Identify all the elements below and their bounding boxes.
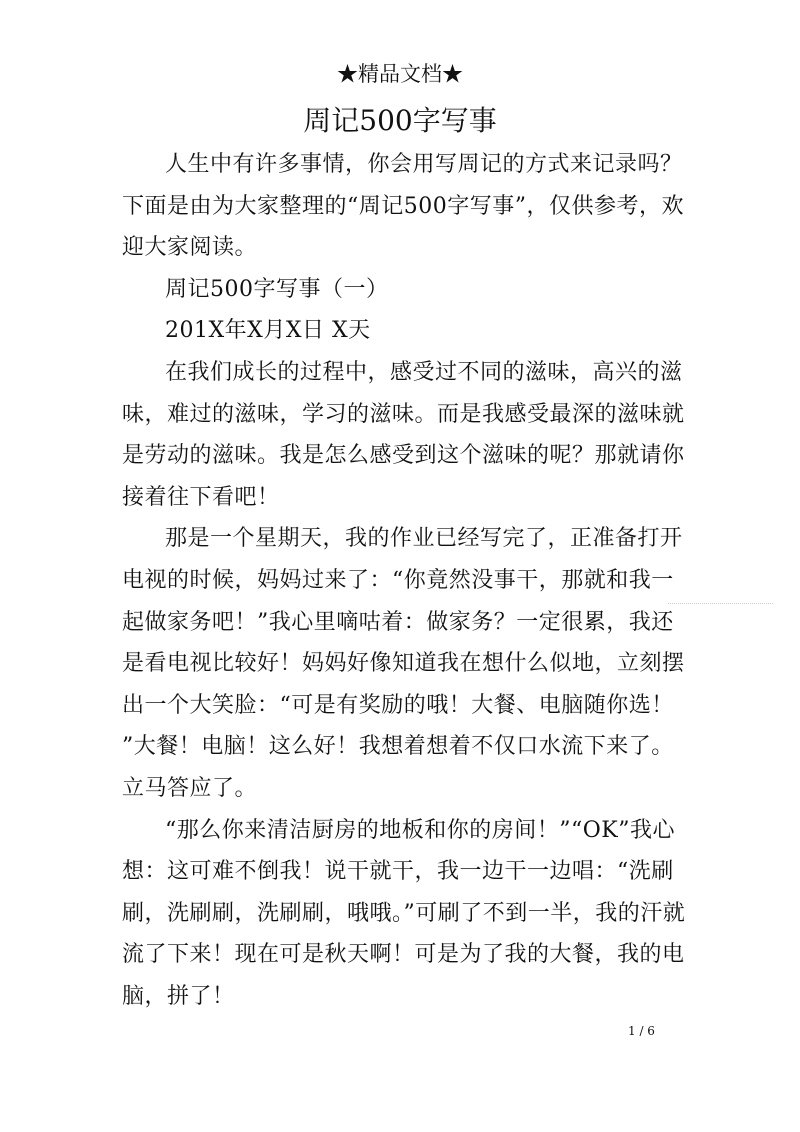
text-line: 是看电视比较好！妈妈好像知道我在想什么似地，立刻摆 bbox=[122, 651, 685, 677]
text-line: 是劳动的滋味。我是怎么感受到这个滋味的呢？那就请你 bbox=[122, 443, 685, 469]
text-line: 起做家务吧！”我心里嘀咕着：做家务？一定很累，我还 bbox=[122, 609, 674, 635]
text-line: 流了下来！现在可是秋天啊！可是为了我的大餐，我的电 bbox=[122, 942, 685, 968]
text-line: 想：这可难不倒我！说干就干，我一边干一边唱：“洗刷 bbox=[122, 859, 674, 885]
text-line: ”大餐！电脑！这么好！我想着想着不仅口水流下来了。 bbox=[122, 734, 674, 760]
text-line: 电视的时候，妈妈过来了：“你竟然没事干，那就和我一 bbox=[122, 567, 674, 593]
text-line: 脑，拼了！ bbox=[122, 983, 235, 1009]
text-line: 201X年X月X日 X天 bbox=[165, 318, 371, 344]
text-line: 周记500字写事（一） bbox=[165, 276, 389, 302]
text-line: 那是一个星期天，我的作业已经写完了，正准备打开 bbox=[165, 526, 683, 552]
text-line: 下面是由为大家整理的“周记500字写事”，仅供参考，欢 bbox=[122, 193, 684, 219]
text-line: 人生中有许多事情，你会用写周记的方式来记录吗？ bbox=[165, 152, 683, 177]
text-line: “那么你来清洁厨房的地板和你的房间！”“OK”我心 bbox=[165, 817, 675, 843]
text-line: 接着往下看吧！ bbox=[122, 484, 280, 510]
page-header: ★精品文档★ bbox=[337, 62, 463, 86]
text-line: 出一个大笑脸：“可是有奖励的哦！大餐、电脑随你选！ bbox=[122, 692, 674, 718]
text-line: 在我们成长的过程中，感受过不同的滋味，高兴的滋 bbox=[165, 359, 683, 385]
page-number: 1 / 6 bbox=[628, 1024, 655, 1038]
text-line: 迎大家阅读。 bbox=[122, 235, 258, 261]
dotted-divider bbox=[668, 603, 773, 604]
document-body bbox=[122, 144, 686, 1017]
text-line: 刷，洗刷刷，洗刷刷，哦哦。”可刷了不到一半，我的汗就 bbox=[122, 900, 686, 926]
text-line: 立马答应了。 bbox=[122, 775, 258, 801]
text-line: 味，难过的滋味，学习的滋味。而是我感受最深的滋味就 bbox=[122, 401, 685, 427]
document-title: 周记500字写事 bbox=[303, 104, 497, 137]
